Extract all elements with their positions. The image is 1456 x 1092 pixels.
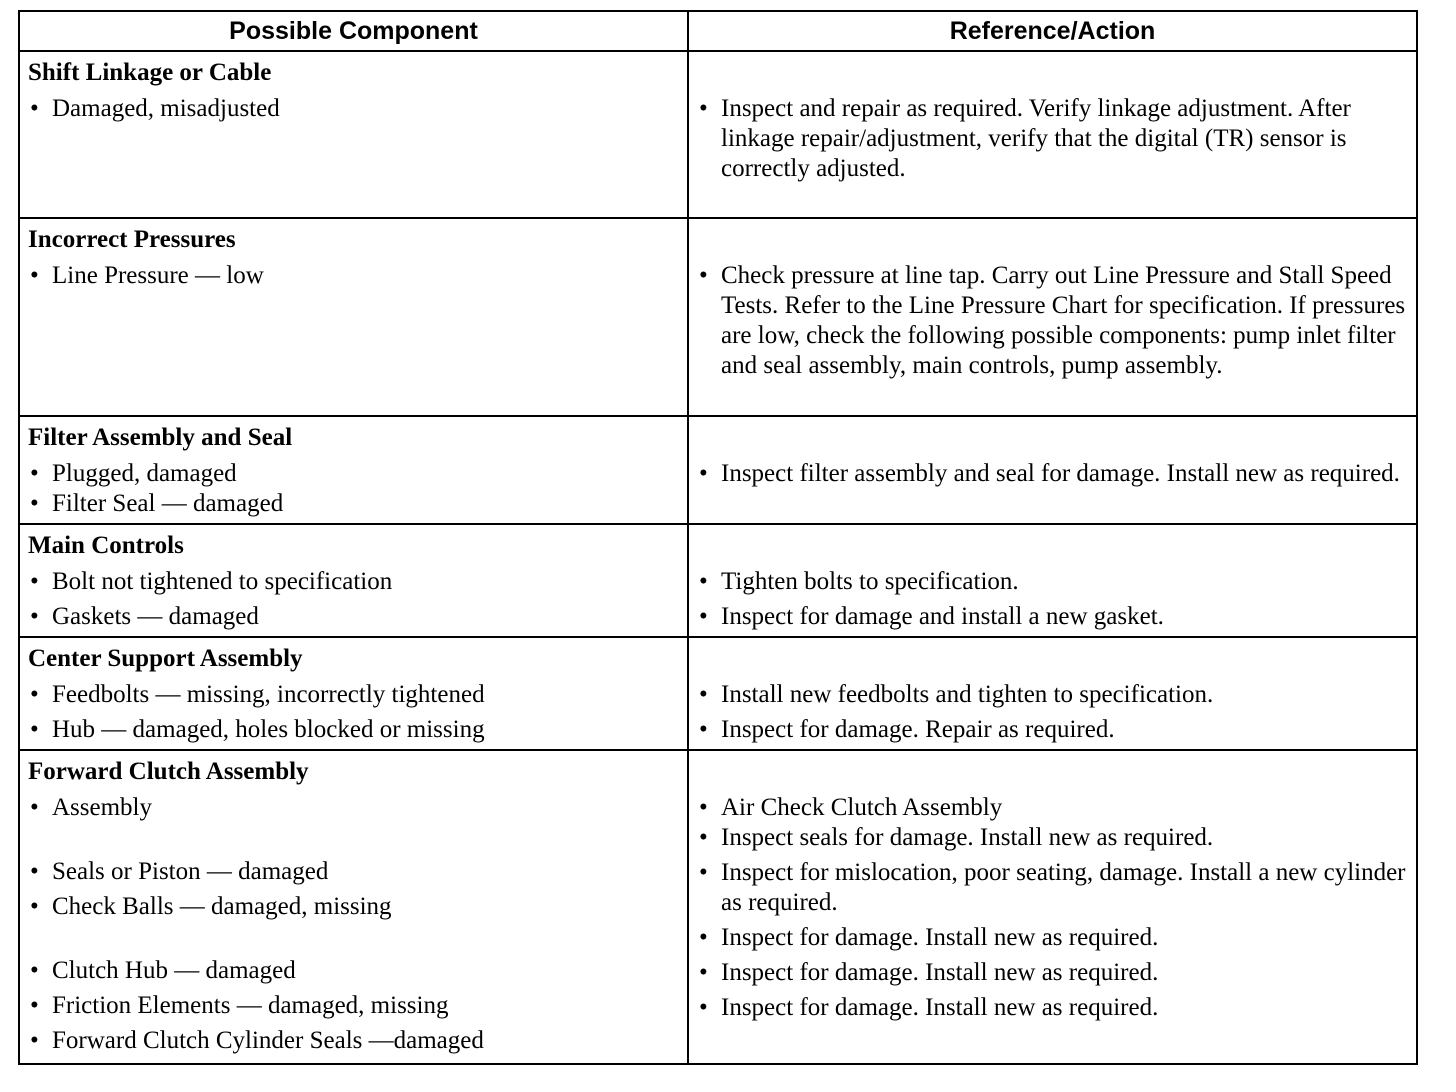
component-item: • Filter Seal — damaged <box>28 489 681 519</box>
section-title: Forward Clutch Assembly <box>28 758 309 785</box>
component-cell <box>19 51 688 218</box>
component-item: • Hub — damaged, holes blocked or missing <box>28 715 681 745</box>
action-item: • Air Check Clutch Assembly <box>697 793 1410 823</box>
action-item: • Install new feedbolts and tighten to specification. <box>697 680 1410 710</box>
action-item: • Inspect and repair as required. Verify linkage adjustment. After linkage repair/adjustment, verify that the digital (TR) sensor is correctly adjusted. <box>697 94 1410 184</box>
component-item: • Clutch Hub — damaged <box>28 956 681 986</box>
table-row <box>19 637 1417 750</box>
component-item: • Bolt not tightened to specification <box>28 567 681 597</box>
action-cell <box>688 416 1417 524</box>
action-cell <box>688 218 1417 416</box>
component-item: • Assembly <box>28 793 681 823</box>
section-title: Filter Assembly and Seal <box>28 424 293 451</box>
component-cell <box>19 750 688 1064</box>
action-item: • Check pressure at line tap. Carry out Line Pressure and Stall Speed Tests. Refer to the Line Pressure Chart for specification. If pressures are low, check the following possible components: pump inlet filter and seal assembly, main controls, pump assembly. <box>697 261 1410 381</box>
action-item: • Inspect for damage. Install new as required. <box>697 993 1410 1023</box>
component-item: • Check Balls — damaged, missing <box>28 892 681 922</box>
header-possible-component: Possible Component <box>19 11 688 51</box>
header-row <box>19 11 1417 51</box>
table-row <box>19 51 1417 218</box>
component-cell <box>19 416 688 524</box>
header-reference-action: Reference/Action <box>688 11 1417 51</box>
component-item: • Line Pressure — low <box>28 261 681 291</box>
component-item: • Seals or Piston — damaged <box>28 857 681 887</box>
section-title: Incorrect Pressures <box>28 226 236 253</box>
action-item: • Inspect for mislocation, poor seating, damage. Install a new cylinder as required. <box>697 858 1410 918</box>
component-item: • Feedbolts — missing, incorrectly tightened <box>28 680 681 710</box>
action-item: • Inspect filter assembly and seal for damage. Install new as required. <box>697 459 1410 489</box>
section-title: Main Controls <box>28 532 184 559</box>
action-item: • Inspect for damage. Install new as required. <box>697 923 1410 953</box>
action-item: • Inspect for damage. Repair as required. <box>697 715 1410 745</box>
action-item: • Inspect seals for damage. Install new as required. <box>697 823 1410 853</box>
component-item: • Friction Elements — damaged, missing <box>28 991 681 1021</box>
action-cell <box>688 750 1417 1064</box>
component-item: • Plugged, damaged <box>28 459 681 489</box>
component-item: • Gaskets — damaged <box>28 602 681 632</box>
action-cell <box>688 637 1417 750</box>
table-row <box>19 218 1417 416</box>
action-cell <box>688 524 1417 637</box>
action-item: • Tighten bolts to specification. <box>697 567 1410 597</box>
component-item: • Forward Clutch Cylinder Seals —damaged <box>28 1026 681 1056</box>
component-item: • Damaged, misadjusted <box>28 94 681 124</box>
action-item: • Inspect for damage. Install new as required. <box>697 958 1410 988</box>
diagnosis-table <box>18 10 1418 1065</box>
component-cell <box>19 524 688 637</box>
component-cell <box>19 637 688 750</box>
component-cell <box>19 218 688 416</box>
table-row <box>19 524 1417 637</box>
section-title: Shift Linkage or Cable <box>28 59 272 86</box>
table-row <box>19 750 1417 1064</box>
action-cell <box>688 51 1417 218</box>
table-row <box>19 416 1417 524</box>
section-title: Center Support Assembly <box>28 645 303 672</box>
action-item: • Inspect for damage and install a new gasket. <box>697 602 1410 632</box>
